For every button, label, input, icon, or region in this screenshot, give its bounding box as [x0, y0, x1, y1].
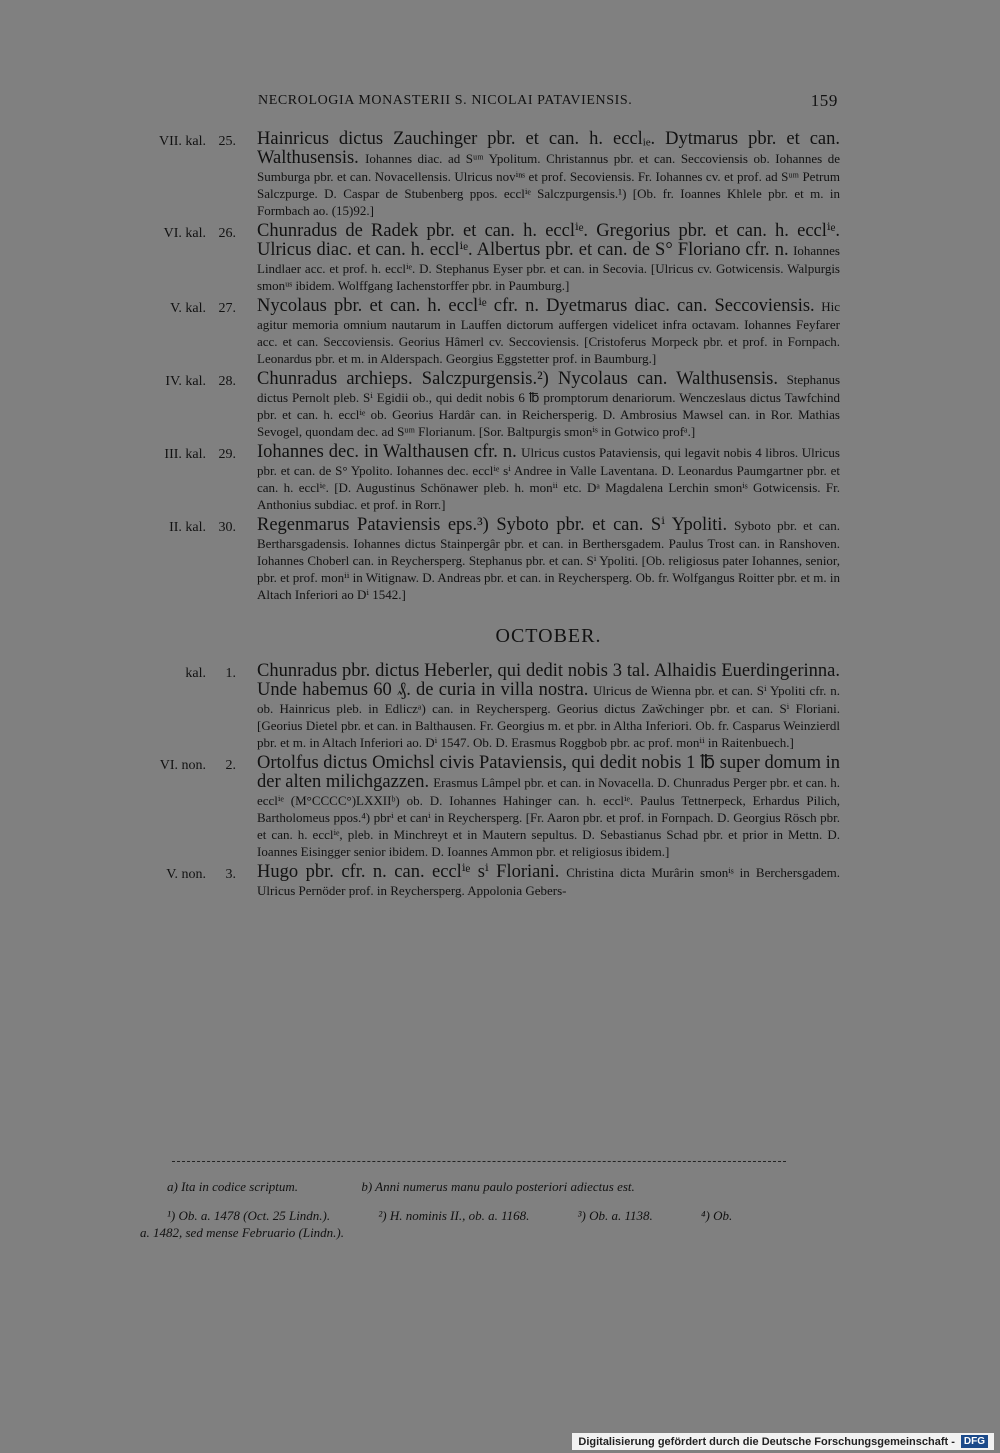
entry-lead: Regenmarus Pataviensis eps.³) Syboto pbr. et can. Sⁱ Ypoliti. — [257, 515, 728, 535]
entry-oct-3 — [140, 863, 840, 899]
entry-rest: Ulricus custos Pataviensis, qui legavit nobis 4 libros. Ulricus pbr. et can. de S° Ypolito. Iohannes dec. ecclⁱᵉ sⁱ Andree in Valle Laventana. D. Leonardus Paumgartner pbr. et can. h. ecclⁱᵉ. [D. Augustinus Schönawer pleb. h. monⁱⁱ etc. Dᵃ Magdalena Lerchin smonⁱˢ Gotwicensis. Fr. Anthonius subdiac. et prof. in Rorr.] — [257, 445, 840, 512]
entry-num: 27. — [218, 301, 236, 316]
entry-day: V. non. — [166, 867, 206, 882]
entry-num: 28. — [218, 374, 236, 389]
entry-text — [257, 863, 840, 899]
entry-lead: Hainricus dictus Zauchinger pbr. et can. h. ecclᵢₑ. Dytmarus pbr. et can. Walthusensis. — [257, 129, 840, 168]
entry-day: III. kal. — [164, 447, 206, 462]
footnotes-numbered — [167, 1207, 840, 1224]
entry-sept-29 — [140, 443, 840, 513]
entry-day: IV. kal. — [165, 374, 206, 389]
month-heading: OCTOBER. — [495, 625, 602, 647]
digitization-credit — [572, 1433, 994, 1450]
entry-rest: Stephanus dictus Pernolt pleb. Sⁱ Egidii ob., qui dedit nobis 6 ℔ promptorum denariorum. Wenczeslaus dictus Tawfchind pbr. et can. h. ecclⁱᵉ ob. Georius Hardâr can. in Reichersperig. D. Ambrosius Mawsel can. in Ror. Mathias Sevogel, quondam dec. ad Sᵘᵐ Florianum. [Sor. Baltpurgis smonⁱˢ in Gotwico profᵃ.] — [257, 372, 841, 439]
entry-text — [257, 443, 840, 513]
entry-sept-26 — [140, 222, 840, 294]
entry-day: VII. kal. — [158, 134, 206, 149]
entry-text — [257, 297, 840, 367]
entry-num: 29. — [218, 447, 236, 462]
entry-text — [257, 662, 840, 751]
entry-sept-25 — [140, 130, 840, 219]
entry-num: 25. — [218, 134, 236, 149]
running-title: NECROLOGIA MONASTERII S. NICOLAI PATAVIENSIS. — [258, 93, 633, 108]
entry-sept-28 — [140, 370, 840, 440]
entry-oct-2 — [140, 754, 840, 860]
footnote-a: a) Ita in codice scriptum. — [167, 1179, 299, 1194]
entry-sept-27 — [140, 297, 840, 367]
dfg-logo: DFG — [961, 1435, 988, 1448]
footnotes-lettered — [167, 1178, 840, 1195]
entry-day: V. kal. — [170, 301, 206, 316]
entry-rest: Iohannes diac. ad Sᵘᵐ Ypolitum. Christannus pbr. et can. Seccoviensis ob. Iohannes de Sumburga pbr. et can. Novacellensis. Ulricus novⁱⁿˢ et prof. Secoviensis. Fr. Iohannes cv. et prof. ad Sᵘᵐ Petrum Salczpurge. D. Caspar de Stubenberg ppos. ecclⁱᵉ Salczpurgensis.¹) [Ob. fr. Ioannes Khlele pbr. et m. in Formbach ao. (15)92.] — [257, 151, 840, 218]
footnote-1: ¹) Ob. a. 1478 (Oct. 25 Lindn.). — [167, 1208, 331, 1223]
entry-lead: Nycolaus pbr. et can. h. ecclⁱᵉ cfr. n. Dyetmarus diac. can. Seccoviensis. — [257, 296, 815, 316]
footnote-4-start: ⁴) Ob. — [701, 1208, 733, 1223]
entry-lead: Chunradus pbr. dictus Heberler, qui dedit nobis 3 tal. Alhaidis Euerdingerinna. Unde habemus 60 ₰. de curia in villa nostra. — [257, 661, 840, 700]
entry-rest: Ulricus de Wienna pbr. et can. Sⁱ Ypoliti cfr. n. ob. Hainricus pleb. in Edliczᵃ) can. in Reychersperg. Georius dictus Zaw̆chinger pbr. et can. Sⁱ Floriani. [Georius Dietel pbr. et can. in Balthausen. Fr. Georgius m. et pbr. in Altha Inferiori. Ob. fr. Casparus Weinzierdl pbr. et m. in Altach Inferiori ao. Dⁱ 1547. Ob. D. Erasmus Roggbob pbr. ac prof. monⁱⁱ in Raitenbuech.] — [257, 683, 841, 750]
entry-rest: Iohannes Lindlaer acc. et prof. h. ecclⁱᵉ. D. Stephanus Eyser pbr. et can. in Secovia. [Ulricus cv. Gotwicensis. Walpurgis smonᵘˢ ibidem. Wolffgang Iachenstorffer pbr. in Paumburg.] — [257, 243, 840, 293]
entry-text — [257, 130, 840, 219]
entry-rest: Christina dicta Murârin smonⁱˢ in Berchersgadem. Ulricus Pernöder prof. in Reychersperg. Appolonia Gebers- — [257, 865, 840, 898]
credit-text: Digitalisierung gefördert durch die Deutsche Forschungsgemeinschaft - — [578, 1435, 955, 1448]
entry-rest: Hic agitur memoria omnium nautarum in Lauffen dictorum auffergen videlicet infra octavam. Iohannes Feyfarer acc. et can. Seccoviensis. Georius Hâmerl cv. Seccoviensis. [Cristoferus Morpeck pbr. et prof. in Fornpach. Leonardus pbr. et m. in Alderspach. Georgius Eggstetter prof. in Baumburg.] — [257, 299, 840, 366]
footnote-divider — [172, 1161, 786, 1162]
entry-num: 30. — [218, 520, 236, 535]
entry-day: kal. — [185, 666, 206, 681]
entry-rest: Erasmus Lâmpel pbr. et can. in Novacella. D. Chunradus Perger pbr. et can. h. ecclⁱᵉ (M°CCCC°)LXXIIᵇ) ob. D. Iohannes Hahinger can. h. ecclⁱᵉ. Paulus Tettnerpeck, Erhardus Pilich, Bartholomeus ppos.⁴) pbrⁱ et canⁱ in Reychersperg. [Fr. Aaron pbr. et prof. in Fornpach. D. Georgius Rösch pbr. et can. h. ecclⁱᵉ, pleb. in Minchreyt et in Mautern sepultus. D. Sebastianus Schad pbr. et prior in Mettn. D. Ioannes Eisingger senior ibidem. D. Ioannes Ammon pbr. et religiosus ibidem.] — [257, 775, 840, 859]
entry-num: 2. — [225, 758, 236, 773]
footnote-4-continuation: a. 1482, sed mense Februario (Lindn.). — [140, 1225, 345, 1240]
entry-lead: Iohannes dec. in Walthausen cfr. n. — [257, 442, 517, 462]
entry-lead: Chunradus archieps. Salczpurgensis.²) Nycolaus can. Walthusensis. — [257, 369, 778, 389]
entry-oct-1 — [140, 662, 840, 751]
entry-day: VI. kal. — [163, 226, 206, 241]
entry-num: 3. — [225, 867, 236, 882]
entry-day: VI. non. — [159, 758, 206, 773]
entry-text — [257, 516, 840, 603]
footnote-b: b) Anni numerus manu paulo posteriori adiectus est. — [361, 1179, 635, 1194]
entry-text — [257, 754, 840, 860]
necrology-entries — [140, 130, 840, 902]
entry-lead: Chunradus de Radek pbr. et can. h. ecclⁱᵉ. Gregorius pbr. et can. h. ecclⁱᵉ. Ulricus diac. et can. h. ecclⁱᵉ. Albertus pbr. et can. de S° Floriano cfr. n. — [257, 221, 840, 260]
entry-text — [257, 222, 840, 294]
footnotes — [140, 1178, 840, 1241]
entry-text — [257, 370, 840, 440]
entry-num: 26. — [218, 226, 236, 241]
footnote-3: ³) Ob. a. 1138. — [577, 1208, 653, 1223]
entry-lead: Hugo pbr. cfr. n. can. ecclⁱᵉ sⁱ Floriani. — [257, 862, 560, 882]
page-number: 159 — [810, 91, 838, 110]
entry-rest: Syboto pbr. et can. Bertharsgadensis. Iohannes dictus Stainpergâr pbr. et can. in Berthersgadem. Paulus Trost can. in Ranshoven. Iohannes Choberl can. in Reychersperg. Stephanus pbr. et can. Sⁱ Ypoliti. [Ob. religiosus pater Iohannes, senior, pbr. et prof. monⁱⁱ in Witignaw. D. Andreas pbr. et can. in Reychersperg. Ob. fr. Wolfgangus Roitter pbr. et m. in Altach Inferiori ao Dⁱ 1542.] — [257, 518, 840, 602]
entry-lead: Ortolfus dictus Omichsl civis Pataviensis, qui dedit nobis 1 ℔ super domum in der alten milichgazzen. — [257, 753, 840, 792]
entry-day: II. kal. — [169, 520, 206, 535]
entry-sept-30 — [140, 516, 840, 603]
footnote-2: ²) H. nominis II., ob. a. 1168. — [378, 1208, 530, 1223]
entry-num: 1. — [225, 666, 236, 681]
